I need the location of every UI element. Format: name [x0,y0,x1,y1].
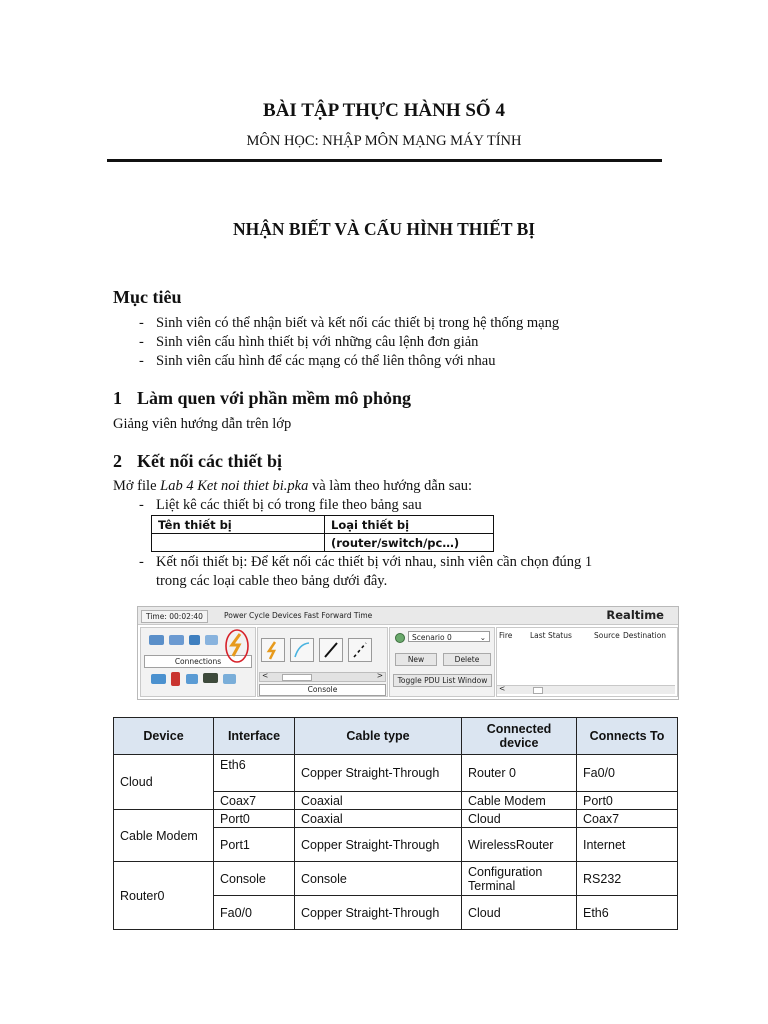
scroll-thumb[interactable] [282,674,312,681]
power-fast-forward-links[interactable]: Power Cycle Devices Fast Forward Time [224,611,373,620]
header-connected-device: Connected device [462,718,577,755]
table-header-row [114,718,678,755]
end-device-category-icon[interactable] [151,674,166,684]
cable-panel-scrollbar[interactable] [259,672,386,682]
main-title: NHẬN BIẾT VÀ CẤU HÌNH THIẾT BỊ [232,219,536,239]
time-display: Time: 00:02:40 [141,610,208,623]
connected-device-cell: Cloud [462,896,577,930]
list-item: - Kết nối thiết bị: Để kết nối các thiết bị với nhau, sinh viên cần chọn đúng 1 trong các loại cable theo bảng dưới đây. [139,554,593,589]
scroll-left-icon[interactable]: < [499,684,506,693]
pdu-column-fire: Fire [499,631,513,640]
connects-to-cell: Port0 [577,792,678,810]
section-2-intro: Mở file Lab 4 Ket noi thiet bi.pka và làm theo hướng dẫn sau: [113,478,473,494]
console-cable-icon [291,639,313,661]
device-name-cell [152,534,325,552]
list-item: - Sinh viên cấu hình thiết bị với những câu lệnh đơn giản [139,334,479,350]
crossover-cable-icon [349,639,371,661]
connects-to-cell: Fa0/0 [577,755,678,792]
cable-type-cell: Copper Straight-Through [295,896,462,930]
cable-type-cell: Copper Straight-Through [295,828,462,862]
pdu-list-scrollbar[interactable] [497,685,675,694]
cable-type-cell: Copper Straight-Through [295,755,462,792]
pdu-list-panel [496,627,678,697]
device-type-hint: (router/switch/pc…) [325,534,494,552]
delete-scenario-button[interactable]: Delete [443,653,491,666]
scenario-select[interactable]: Scenario 0 ⌄ [408,631,490,642]
straight-cable-icon [320,639,342,661]
cable-type-cell: Coaxial [295,810,462,828]
device-cell: Cable Modem [114,810,214,862]
connected-device-cell: Cable Modem [462,792,577,810]
device-cell: Cloud [114,755,214,810]
device-cell: Router0 [114,862,214,930]
connected-device-cell: Configuration Terminal [462,862,577,896]
switch-category-icon[interactable] [169,635,184,645]
list-item: - Sinh viên có thể nhận biết và kết nối các thiết bị trong hệ thống mạng [139,315,560,331]
connects-to-cell: Coax7 [577,810,678,828]
pdu-column-last-status: Last Status [530,631,572,640]
document-title: BÀI TẬP THỰC HÀNH SỐ 4 [263,100,505,121]
interface-cell: Coax7 [214,792,295,810]
scenario-panel [389,627,495,697]
connected-device-cell: WirelessRouter [462,828,577,862]
connections-category-icon[interactable] [222,627,254,665]
auto-connection-button[interactable] [261,638,285,662]
router-category-icon[interactable] [149,635,164,645]
connections-table [113,717,678,930]
lightning-icon [262,639,284,661]
connects-to-cell: Internet [577,828,678,862]
section-2-bullet-2 [113,553,693,591]
packet-tracer-toolbar-screenshot [137,606,679,700]
category-name-label: Connections [144,655,252,668]
custom-device-icon[interactable] [203,673,218,683]
header-divider [107,159,662,162]
new-scenario-button[interactable]: New [395,653,437,666]
table-row [114,810,678,828]
header-device: Device [114,718,214,755]
interface-cell: Console [214,862,295,896]
objectives-list [113,314,673,371]
section-1-body: Giảng viên hướng dẫn trên lớp [113,416,292,432]
connected-device-cell: Router 0 [462,755,577,792]
lab-file-name: Lab 4 Ket noi thiet bi.pka [160,478,309,494]
list-item: - Liệt kê các thiết bị có trong file theo bảng sau [139,497,422,513]
scroll-thumb[interactable] [533,687,543,694]
connects-to-cell: RS232 [577,862,678,896]
cable-type-cell: Coaxial [295,792,462,810]
device-name-header: Tên thiết bị [152,516,325,534]
pdu-column-destination: Destination [623,631,667,640]
scroll-right-icon[interactable]: > [376,671,383,680]
globe-icon [395,633,405,643]
header-connects-to: Connects To [577,718,678,755]
device-type-header: Loại thiết bị [325,516,494,534]
table-row [114,755,678,792]
wireless-category-icon[interactable] [205,635,218,645]
interface-cell: Port0 [214,810,295,828]
straight-through-cable-button[interactable] [319,638,343,662]
chevron-down-icon: ⌄ [479,633,486,642]
section-2-bullet-1 [113,496,673,515]
interface-cell: Fa0/0 [214,896,295,930]
interface-cell: Eth6 [214,755,295,792]
console-cable-button[interactable] [290,638,314,662]
wan-emulation-icon[interactable] [186,674,198,684]
table-row [114,862,678,896]
interface-cell: Port1 [214,828,295,862]
device-list-table [151,515,494,552]
selected-cable-label: Console [259,684,386,696]
scroll-left-icon[interactable]: < [262,671,269,680]
hub-category-icon[interactable] [189,635,200,645]
connected-device-cell: Cloud [462,810,577,828]
crossover-cable-button[interactable] [348,638,372,662]
course-subtitle: MÔN HỌC: NHẬP MÔN MẠNG MÁY TÍNH [246,133,522,149]
objectives-heading: Mục tiêu [113,287,182,307]
toolbar-top-bar [138,607,678,625]
pdu-column-source: Source [594,631,620,640]
cable-type-cell: Console [295,862,462,896]
toggle-pdu-list-button[interactable]: Toggle PDU List Window [393,674,492,687]
cable-type-panel [257,627,388,697]
list-item: - Sinh viên cấu hình để các mạng có thể liên thông với nhau [139,353,496,369]
connects-to-cell: Eth6 [577,896,678,930]
security-category-icon[interactable] [171,672,180,686]
section-2-heading: 2 Kết nối các thiết bị [113,451,282,471]
multiuser-icon[interactable] [223,674,236,684]
header-cable-type: Cable type [295,718,462,755]
realtime-mode-label[interactable]: Realtime [606,608,664,622]
header-interface: Interface [214,718,295,755]
section-1-heading: 1 Làm quen với phần mềm mô phỏng [113,388,412,408]
